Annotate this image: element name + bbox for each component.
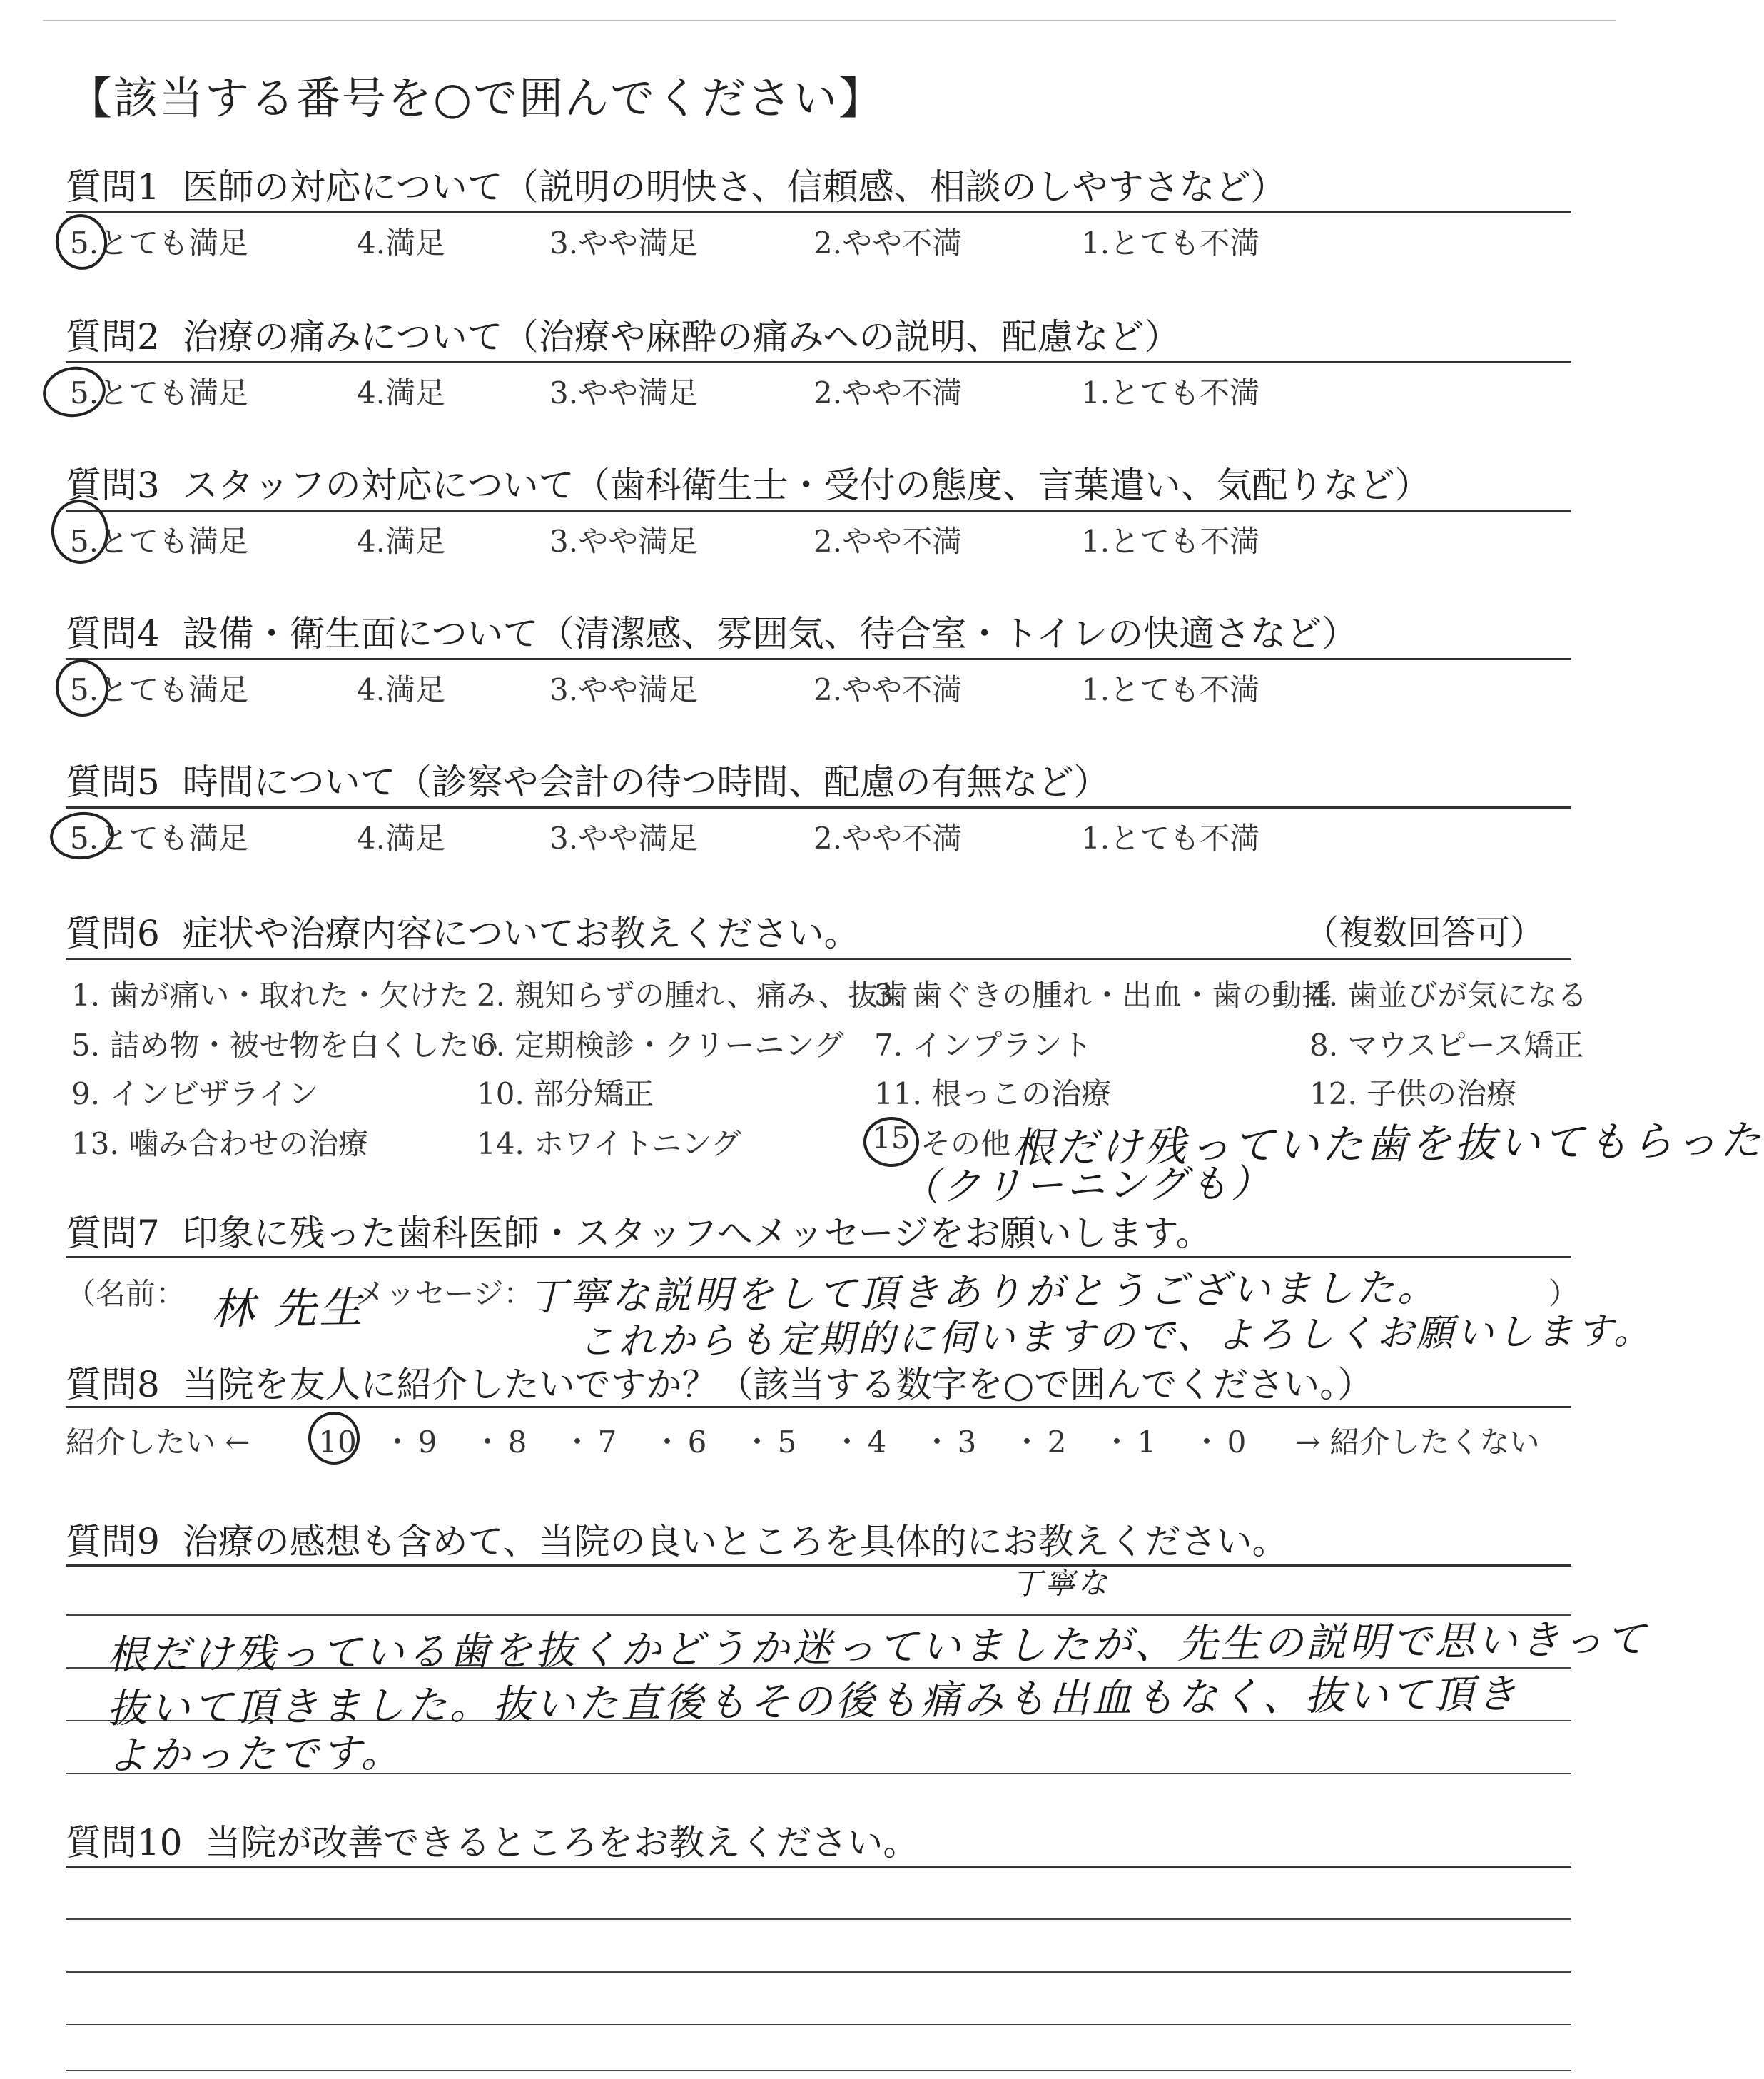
question-5 (66, 754, 1110, 805)
treatment-option[interactable]: 12. 子供の治療 (1309, 1076, 1517, 1111)
treatment-option[interactable]: 8. マウスピース矯正 (1309, 1028, 1584, 1063)
question-3-text: スタッフの対応について（歯科衛生士・受付の態度、言葉遣い、気配りなど） (182, 465, 1431, 506)
scale-value-3[interactable]: 3 (957, 1425, 977, 1460)
question-10 (66, 1814, 918, 1866)
other-handwritten-text-2: （クリーニングも） (900, 1160, 1273, 1210)
multiple-answers-note: （複数回答可） (1304, 913, 1544, 953)
question-8-rule (66, 1406, 1571, 1408)
option-5[interactable]: 5.とても満足 (70, 821, 249, 856)
question-10-rule (66, 1866, 1571, 1868)
recommend-left-label: 紹介したい ← (66, 1425, 250, 1460)
option-2[interactable]: 2.やや不満 (813, 226, 963, 260)
treatment-option[interactable]: 13. 噛み合わせの治療 (71, 1126, 369, 1161)
q9-handwritten-line-1: 根だけ残っている歯を抜くかどうか迷っていましたが、先生の説明で思いきって (106, 1616, 1649, 1679)
treatment-option[interactable]: 9. インビザライン (71, 1076, 319, 1111)
message-close-paren: ） (1548, 1276, 1579, 1311)
question-9-label: 質問9 (66, 1521, 160, 1562)
scale-value-2[interactable]: 2 (1047, 1425, 1067, 1460)
question-3-label: 質問3 (66, 465, 160, 506)
scale-value-0[interactable]: 0 (1227, 1425, 1247, 1460)
treatment-option[interactable]: 7. インプラント (874, 1028, 1093, 1063)
treatment-option[interactable]: 5. 詰め物・被せ物を白くしたい (71, 1028, 500, 1063)
question-5-rule (66, 806, 1571, 809)
message-handwritten-line-1: 丁寧な説明をして頂きありがとうございました。 (527, 1265, 1439, 1320)
question-9-rule (66, 1564, 1571, 1567)
option-5[interactable]: 5.とても満足 (70, 226, 249, 260)
treatment-option[interactable]: 3. 歯ぐきの腫れ・出血・歯の動揺 (874, 978, 1332, 1013)
question-5-text: 時間について（診察や会計の待つ時間、配慮の有無など） (182, 762, 1110, 803)
handwritten-insert: 丁寧な (1011, 1565, 1111, 1602)
option-3[interactable]: 3.やや満足 (549, 524, 699, 559)
name-handwritten: 林 先生 (211, 1283, 365, 1335)
question-2 (66, 308, 1180, 360)
option-2[interactable]: 2.やや不満 (813, 375, 963, 410)
answer-line (66, 1971, 1571, 1973)
treatment-option[interactable]: 4. 歯並びが気になる (1309, 978, 1588, 1013)
option-1[interactable]: 1.とても不満 (1081, 821, 1260, 856)
other-handwritten-text: 根だけ残っていた歯を抜いてもらった (1011, 1116, 1764, 1173)
recommend-scale: 10 ・ 9 ・ 8 ・ 7 ・ 6 ・ 5 ・ 4 ・ 3 ・ 2 ・ 1 ・ 0 (293, 1419, 1282, 1462)
question-10-label: 質問10 (66, 1822, 183, 1863)
question-2-rule (66, 361, 1571, 363)
option-1[interactable]: 1.とても不満 (1081, 226, 1260, 260)
question-5-label: 質問5 (66, 762, 160, 803)
question-6 (66, 905, 860, 956)
question-3-rule (66, 510, 1571, 512)
question-9-text: 治療の感想も含めて、当院の良いところを具体的にお教えください。 (182, 1521, 1288, 1562)
scale-value-8[interactable]: 8 (507, 1425, 527, 1460)
message-handwritten-line-2: これからも定期的に伺いますので、よろしくお願いします。 (577, 1310, 1654, 1364)
option-3[interactable]: 3.やや満足 (549, 226, 699, 260)
option-2[interactable]: 2.やや不満 (813, 524, 963, 559)
answer-circle (308, 1412, 360, 1465)
page-edge (43, 20, 1616, 21)
treatment-option[interactable]: 11. 根っこの治療 (874, 1076, 1112, 1111)
question-4-label: 質問4 (66, 613, 160, 654)
answer-line (66, 2024, 1571, 2025)
option-3[interactable]: 3.やや満足 (549, 821, 699, 856)
question-3 (66, 457, 1431, 508)
question-1 (66, 158, 1287, 210)
option-1[interactable]: 1.とても不満 (1081, 672, 1260, 707)
option-3[interactable]: 3.やや満足 (549, 672, 699, 707)
question-8-label: 質問8 (66, 1364, 160, 1405)
question-10-text: 当院が改善できるところをお教えください。 (205, 1822, 919, 1863)
option-1[interactable]: 1.とても不満 (1081, 524, 1260, 559)
treatment-option[interactable]: 1. 歯が痛い・取れた・欠けた (71, 978, 470, 1013)
question-8-text: 当院を友人に紹介したいですか？（該当する数字を○で囲んでください。） (182, 1364, 1374, 1405)
treatment-option[interactable]: 14. ホワイトニング (477, 1126, 741, 1161)
option-5[interactable]: 5.とても満足 (70, 375, 249, 410)
question-6-text: 症状や治療内容についてお教えください。 (182, 913, 860, 954)
scale-value-10[interactable]: 10 (318, 1425, 357, 1460)
answer-line (66, 1918, 1571, 1920)
option-3[interactable]: 3.やや満足 (549, 375, 699, 410)
option-4[interactable]: 4.満足 (357, 672, 446, 707)
message-label: メッセージ： (355, 1276, 534, 1311)
option-2[interactable]: 2.やや不満 (813, 821, 963, 856)
scale-value-4[interactable]: 4 (867, 1425, 887, 1460)
question-4 (66, 605, 1357, 657)
other-option-label: その他（ (921, 1126, 1041, 1161)
scale-value-7[interactable]: 7 (597, 1425, 617, 1460)
answer-line (66, 2070, 1571, 2071)
q9-handwritten-line-2: 抜いて頂きました。抜いた直後もその後も痛みも出血もなく、抜いて頂き (106, 1671, 1520, 1733)
question-1-label: 質問1 (66, 166, 160, 208)
name-label: （名前： (66, 1276, 186, 1311)
question-4-rule (66, 658, 1571, 660)
option-4[interactable]: 4.満足 (357, 524, 446, 559)
scale-value-9[interactable]: 9 (417, 1425, 437, 1460)
option-1[interactable]: 1.とても不満 (1081, 375, 1260, 410)
question-4-text: 設備・衛生面について（清潔感、雰囲気、待合室・トイレの快適さなど） (182, 613, 1358, 654)
question-7 (66, 1205, 1212, 1256)
treatment-option[interactable]: 2. 親知らずの腫れ、痛み、抜歯 (477, 978, 908, 1013)
option-4[interactable]: 4.満足 (357, 821, 446, 856)
option-5[interactable]: 5.とても満足 (70, 672, 249, 707)
scale-value-1[interactable]: 1 (1137, 1425, 1157, 1460)
scale-value-5[interactable]: 5 (777, 1425, 797, 1460)
treatment-option[interactable]: 6. 定期検診・クリーニング (477, 1028, 844, 1063)
question-7-text: 印象に残った歯科医師・スタッフへメッセージをお願いします。 (182, 1213, 1212, 1254)
option-5[interactable]: 5.とても満足 (70, 524, 249, 559)
option-4[interactable]: 4.満足 (357, 375, 446, 410)
q9-handwritten-line-3: よかったです。 (106, 1729, 404, 1780)
question-6-rule (66, 958, 1571, 960)
question-1-rule (66, 211, 1571, 213)
question-2-text: 治療の痛みについて（治療や麻酔の痛みへの説明、配慮など） (182, 316, 1180, 358)
form-title: 【該当する番号を○で囲んでください】 (68, 72, 885, 124)
recommend-right-label: → 紹介したくない (1295, 1425, 1540, 1460)
answer-circle (52, 656, 112, 720)
other-option-number[interactable]: 15 (872, 1121, 911, 1155)
question-8 (66, 1356, 1373, 1407)
option-2[interactable]: 2.やや不満 (813, 672, 963, 707)
treatment-option[interactable]: 10. 部分矯正 (477, 1076, 654, 1111)
question-9 (66, 1513, 1288, 1564)
question-6-label: 質問6 (66, 913, 160, 954)
question-7-label: 質問7 (66, 1213, 160, 1254)
option-4[interactable]: 4.満足 (357, 226, 446, 260)
scale-value-6[interactable]: 6 (687, 1425, 707, 1460)
question-2-label: 質問2 (66, 316, 160, 358)
question-1-text: 医師の対応について（説明の明快さ、信頼感、相談のしやすさなど） (182, 166, 1287, 208)
